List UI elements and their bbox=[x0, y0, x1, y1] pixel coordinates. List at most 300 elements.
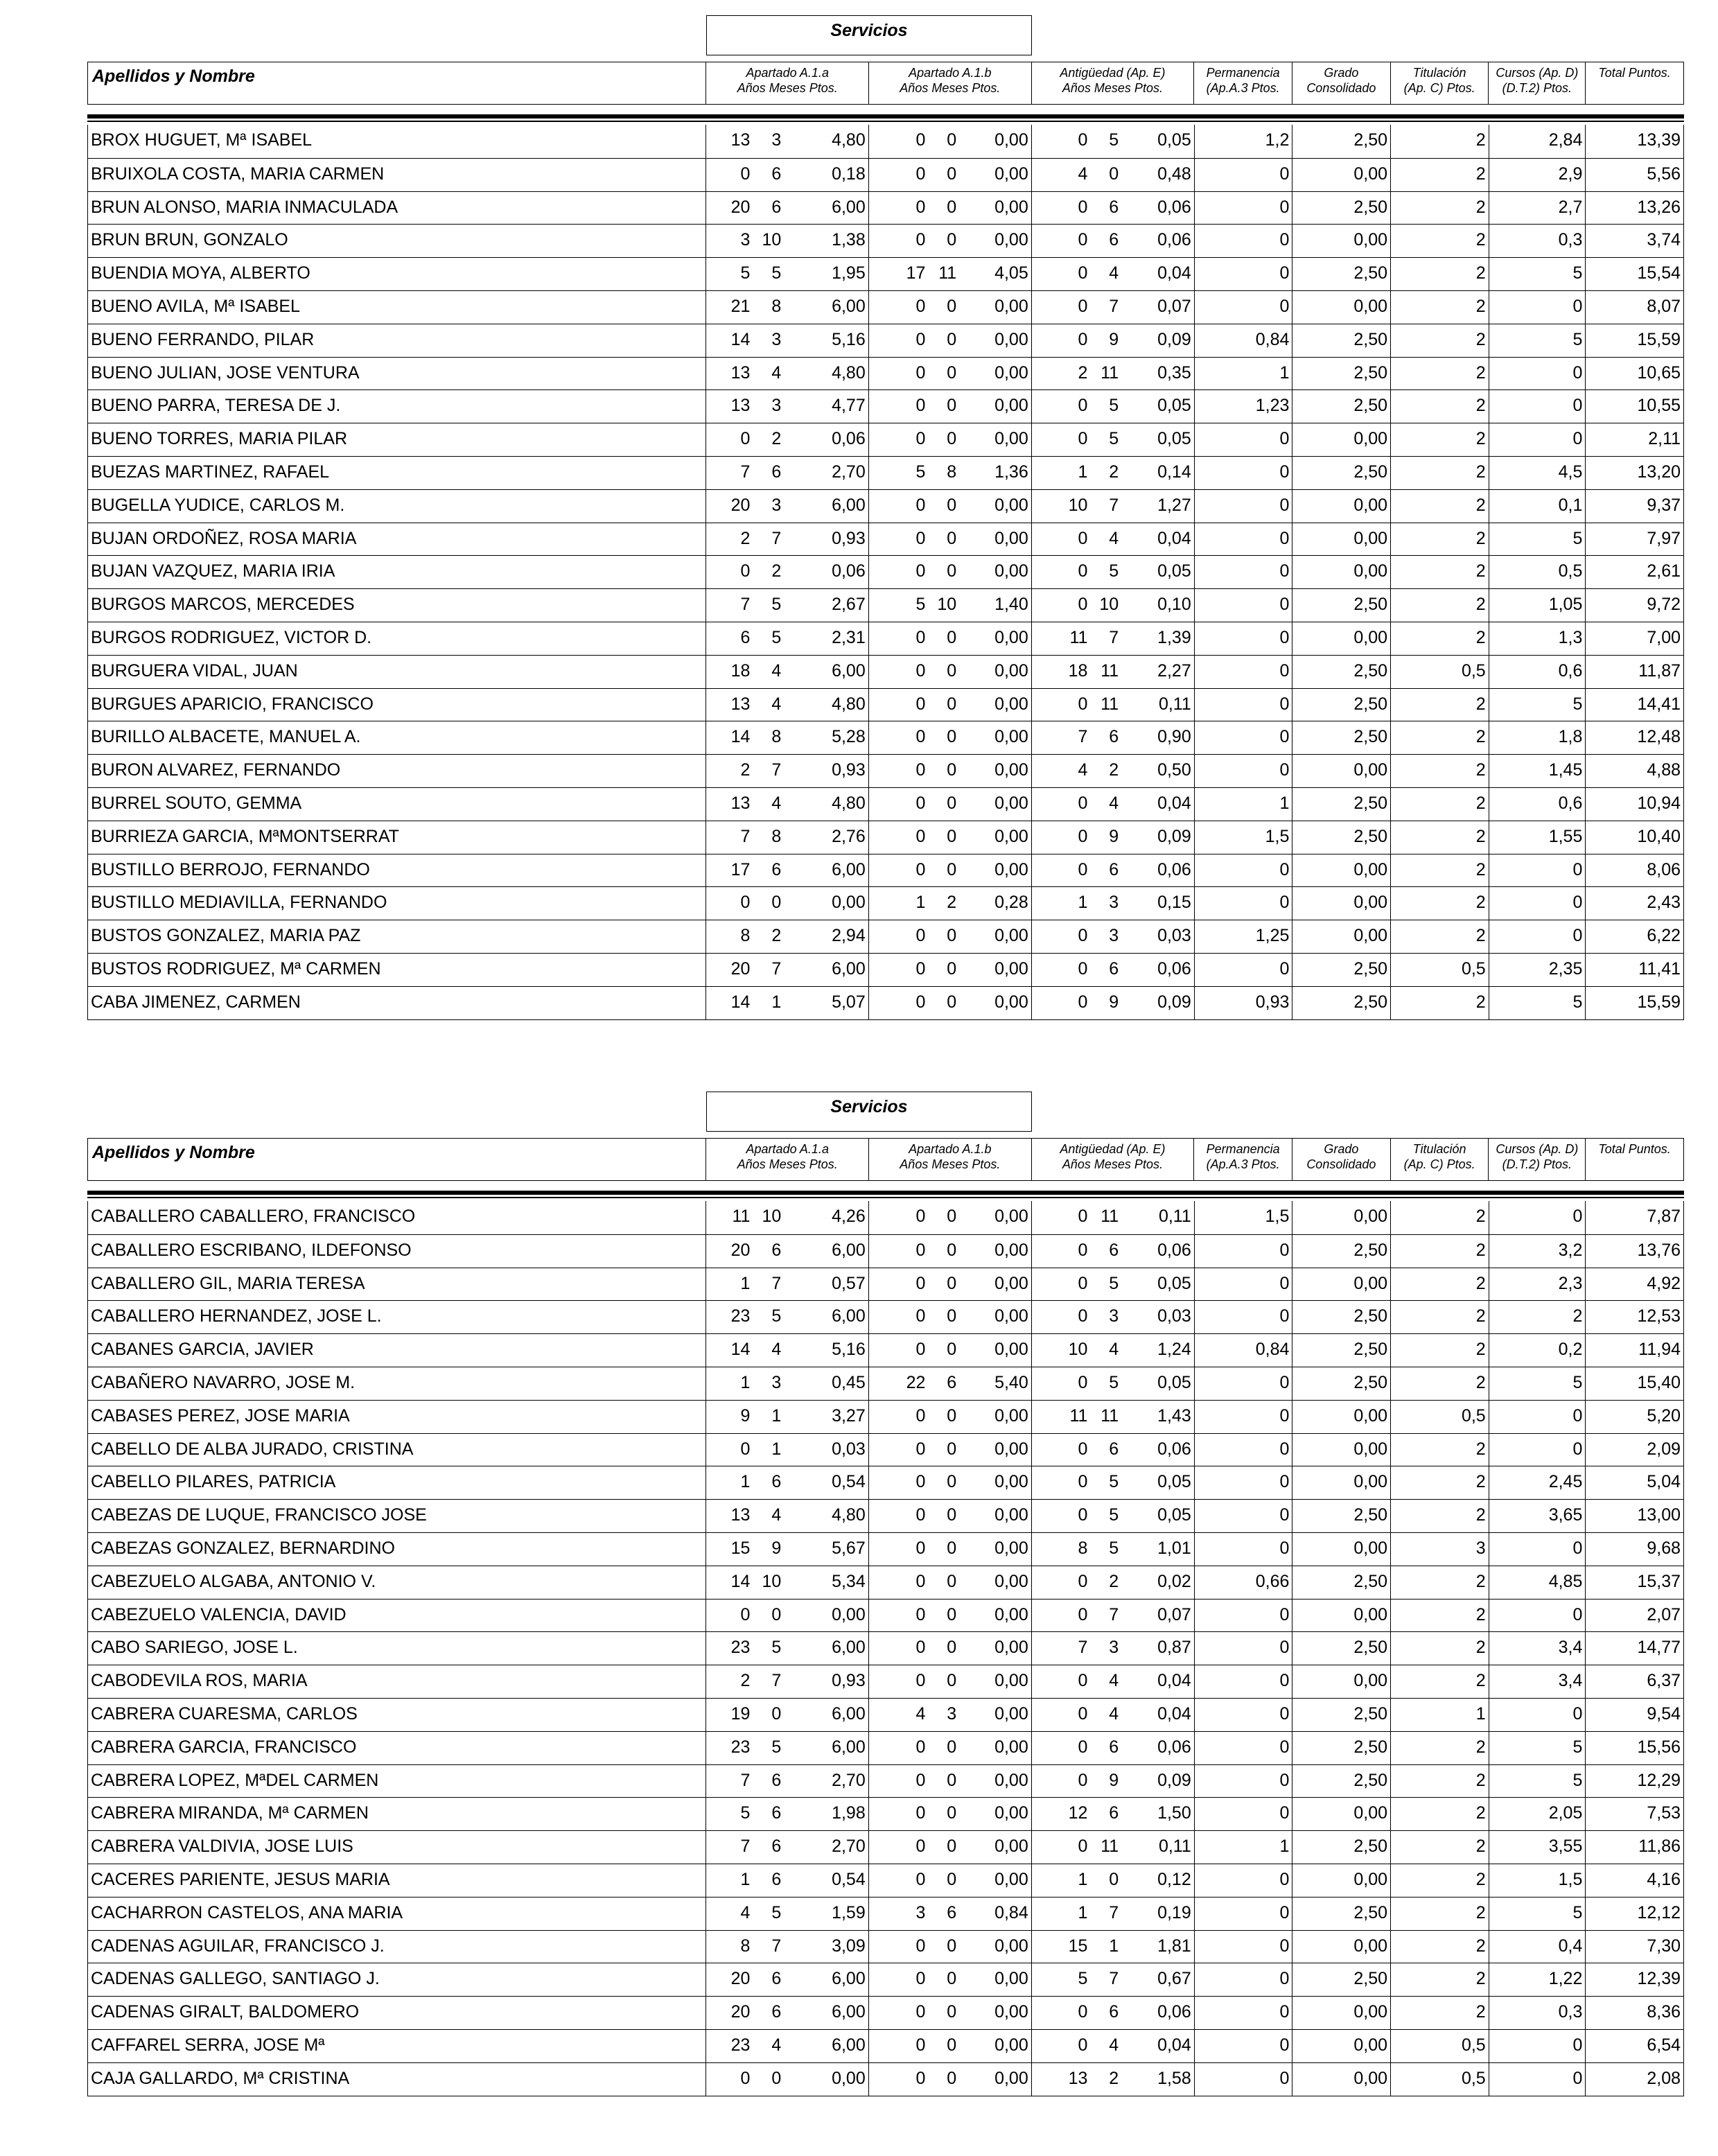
a1a-ptos-cell: 6,00 bbox=[832, 1737, 866, 1757]
total-cell: 5,56 bbox=[1585, 159, 1683, 191]
a1b-anos-cell: 0 bbox=[915, 1671, 926, 1691]
a1a-anos-cell: 0 bbox=[740, 2068, 751, 2088]
a1b-ptos-cell: 0,28 bbox=[994, 893, 1028, 913]
antiguedad-anos-cell: 11 bbox=[1069, 1405, 1088, 1426]
table-row bbox=[88, 1864, 1683, 1897]
table-row bbox=[88, 1797, 1683, 1830]
titulacion-cell: 2 bbox=[1390, 788, 1489, 821]
table-row bbox=[88, 655, 1683, 688]
grado-cell: 2,50 bbox=[1292, 1301, 1390, 1333]
antiguedad-meses-cell: 9 bbox=[1109, 329, 1119, 349]
a1b-anos-cell: 0 bbox=[915, 396, 926, 416]
antiguedad-meses-cell: 6 bbox=[1109, 1240, 1119, 1260]
antiguedad-meses-cell: 11 bbox=[1101, 694, 1119, 714]
a1a-ptos-cell: 6,00 bbox=[832, 1240, 866, 1260]
name-cell: BUGELLA YUDICE, CARLOS M. bbox=[91, 495, 345, 515]
a1a-group bbox=[705, 1632, 868, 1665]
antiguedad-meses-cell: 10 bbox=[1099, 595, 1119, 615]
total-cell: 15,54 bbox=[1585, 258, 1683, 290]
titulacion-cell: 2 bbox=[1390, 920, 1489, 953]
a1b-group bbox=[868, 1566, 1031, 1599]
antiguedad-ptos-cell: 0,06 bbox=[1157, 197, 1191, 217]
a1a-group bbox=[705, 656, 868, 688]
a1a-anos-cell: 0 bbox=[740, 1439, 751, 1459]
titulacion-cell: 2 bbox=[1390, 1898, 1489, 1930]
antiguedad-ptos-cell: 0,50 bbox=[1157, 760, 1191, 780]
grado-cell: 0,00 bbox=[1292, 755, 1390, 787]
a1a-meses-cell: 6 bbox=[771, 462, 782, 482]
titulacion-cell: 0,5 bbox=[1390, 2063, 1489, 2096]
a1a-meses-cell: 5 bbox=[771, 1306, 782, 1326]
a1b-ptos-cell: 0,00 bbox=[994, 495, 1028, 515]
a1a-group bbox=[705, 358, 868, 390]
antiguedad-meses-cell: 2 bbox=[1109, 2068, 1119, 2088]
total-cell: 15,59 bbox=[1585, 324, 1683, 357]
antiguedad-anos-cell: 4 bbox=[1078, 164, 1088, 184]
table-row bbox=[88, 324, 1683, 357]
a1b-anos-cell: 0 bbox=[915, 1770, 926, 1790]
a1a-meses-cell: 0 bbox=[771, 893, 782, 913]
a1a-ptos-cell: 6,00 bbox=[832, 1306, 866, 1326]
antiguedad-anos-cell: 12 bbox=[1068, 1803, 1088, 1823]
name-cell: BURREL SOUTO, GEMMA bbox=[91, 793, 302, 813]
antiguedad-meses-cell: 6 bbox=[1109, 230, 1119, 250]
antiguedad-group bbox=[1031, 1566, 1194, 1599]
a1a-ptos-cell: 0,57 bbox=[832, 1273, 866, 1293]
table-row bbox=[88, 953, 1683, 986]
antiguedad-group bbox=[1031, 125, 1194, 158]
name-cell: CABODEVILA ROS, MARIA bbox=[91, 1671, 308, 1691]
antiguedad-group bbox=[1031, 423, 1194, 456]
antiguedad-meses-cell: 6 bbox=[1109, 1439, 1119, 1459]
cursos-cell: 1,05 bbox=[1489, 589, 1586, 622]
a1b-group bbox=[868, 192, 1031, 225]
a1a-meses-cell: 3 bbox=[771, 396, 782, 416]
header-name: Apellidos y Nombre bbox=[92, 67, 255, 86]
a1a-group bbox=[705, 225, 868, 257]
a1b-anos-cell: 0 bbox=[915, 694, 926, 714]
total-cell: 11,86 bbox=[1585, 1831, 1683, 1864]
name-cell: CABALLERO HERNANDEZ, JOSE L. bbox=[91, 1306, 382, 1326]
a1a-anos-cell: 21 bbox=[730, 296, 751, 316]
a1a-meses-cell: 5 bbox=[771, 1638, 782, 1658]
a1a-meses-cell: 3 bbox=[771, 495, 782, 515]
a1b-anos-cell: 0 bbox=[915, 1273, 926, 1293]
grado-cell: 2,50 bbox=[1292, 821, 1390, 854]
a1a-meses-cell: 6 bbox=[771, 1803, 782, 1823]
grado-cell: 2,50 bbox=[1292, 1500, 1390, 1532]
a1b-ptos-cell: 5,40 bbox=[994, 1372, 1028, 1392]
header-rule bbox=[87, 114, 1684, 119]
a1b-meses-cell: 0 bbox=[947, 1207, 957, 1226]
a1b-meses-cell: 2 bbox=[947, 893, 957, 913]
name-cell: CACHARRON CASTELOS, ANA MARIA bbox=[91, 1902, 403, 1922]
a1b-ptos-cell: 0,00 bbox=[994, 727, 1028, 747]
header-cursos: Cursos (Ap. D) (D.T.2) Ptos. bbox=[1488, 1139, 1585, 1180]
cursos-cell: 0,2 bbox=[1489, 1334, 1586, 1367]
a1b-group bbox=[868, 1665, 1031, 1698]
name-cell: BROX HUGUET, Mª ISABEL bbox=[91, 130, 313, 150]
cursos-cell: 5 bbox=[1489, 1765, 1586, 1798]
grado-cell: 0,00 bbox=[1292, 1533, 1390, 1566]
permanencia-cell: 0 bbox=[1194, 1268, 1292, 1301]
a1a-anos-cell: 23 bbox=[730, 2035, 751, 2055]
antiguedad-anos-cell: 0 bbox=[1078, 595, 1088, 615]
antiguedad-meses-cell: 6 bbox=[1109, 197, 1119, 217]
a1a-group bbox=[705, 1566, 868, 1599]
antiguedad-meses-cell: 11 bbox=[1101, 660, 1119, 681]
a1a-ptos-cell: 6,00 bbox=[832, 1703, 866, 1724]
total-cell: 15,56 bbox=[1585, 1732, 1683, 1764]
a1a-meses-cell: 7 bbox=[771, 1936, 782, 1956]
a1a-anos-cell: 20 bbox=[730, 1240, 751, 1260]
antiguedad-anos-cell: 1 bbox=[1078, 462, 1088, 482]
table-row bbox=[88, 125, 1683, 158]
header-antiguedad: Antigüedad (Ap. E) Años Meses Ptos. bbox=[1031, 1139, 1194, 1180]
cursos-cell: 2,35 bbox=[1489, 954, 1586, 986]
a1b-ptos-cell: 0,00 bbox=[994, 926, 1028, 946]
a1b-meses-cell: 0 bbox=[947, 1737, 957, 1757]
total-cell: 12,12 bbox=[1585, 1898, 1683, 1930]
permanencia-cell: 0 bbox=[1194, 192, 1292, 225]
a1b-meses-cell: 6 bbox=[947, 1372, 957, 1392]
grado-cell: 2,50 bbox=[1292, 788, 1390, 821]
table-row bbox=[88, 1234, 1683, 1268]
name-cell: BRUN BRUN, GONZALO bbox=[91, 230, 288, 250]
table-row bbox=[88, 224, 1683, 257]
total-cell: 15,59 bbox=[1585, 987, 1683, 1019]
a1a-group bbox=[705, 1765, 868, 1798]
header-a1b: Apartado A.1.b Años Meses Ptos. bbox=[868, 1139, 1031, 1180]
a1b-ptos-cell: 0,00 bbox=[994, 826, 1028, 846]
antiguedad-ptos-cell: 0,04 bbox=[1157, 1703, 1191, 1724]
grado-cell: 0,00 bbox=[1292, 1600, 1390, 1632]
antiguedad-anos-cell: 0 bbox=[1078, 1737, 1088, 1757]
a1a-anos-cell: 17 bbox=[730, 859, 751, 879]
antiguedad-ptos-cell: 0,05 bbox=[1157, 1472, 1191, 1492]
antiguedad-group bbox=[1031, 225, 1194, 257]
antiguedad-anos-cell: 0 bbox=[1078, 1240, 1088, 1260]
name-cell: CABANES GARCIA, JAVIER bbox=[91, 1340, 314, 1360]
antiguedad-meses-cell: 3 bbox=[1109, 926, 1119, 946]
a1b-meses-cell: 0 bbox=[947, 2035, 957, 2055]
antiguedad-meses-cell: 2 bbox=[1109, 462, 1119, 482]
table-row bbox=[88, 1665, 1683, 1698]
permanencia-cell: 0 bbox=[1194, 1732, 1292, 1764]
table-row bbox=[88, 688, 1683, 721]
a1b-anos-cell: 0 bbox=[915, 1604, 926, 1624]
antiguedad-anos-cell: 0 bbox=[1078, 130, 1088, 150]
titulacion-cell: 2 bbox=[1390, 1732, 1489, 1764]
a1b-group bbox=[868, 1434, 1031, 1466]
permanencia-cell: 0 bbox=[1194, 1765, 1292, 1798]
a1b-ptos-cell: 0,00 bbox=[994, 1869, 1028, 1889]
a1b-anos-cell: 0 bbox=[915, 561, 926, 581]
antiguedad-anos-cell: 0 bbox=[1078, 296, 1088, 316]
a1b-ptos-cell: 0,00 bbox=[994, 1472, 1028, 1492]
a1a-anos-cell: 20 bbox=[730, 958, 751, 979]
total-cell: 11,41 bbox=[1585, 954, 1683, 986]
antiguedad-meses-cell: 11 bbox=[1101, 1837, 1119, 1857]
a1a-ptos-cell: 0,45 bbox=[832, 1372, 866, 1392]
titulacion-cell: 2 bbox=[1390, 1600, 1489, 1632]
a1a-group bbox=[705, 291, 868, 324]
cursos-cell: 2,84 bbox=[1489, 125, 1586, 158]
header-cursos: Cursos (Ap. D) (D.T.2) Ptos. bbox=[1488, 62, 1585, 104]
grado-cell: 0,00 bbox=[1292, 622, 1390, 655]
a1b-anos-cell: 0 bbox=[915, 859, 926, 879]
permanencia-cell: 0 bbox=[1194, 1434, 1292, 1466]
antiguedad-meses-cell: 5 bbox=[1109, 130, 1119, 150]
total-cell: 13,76 bbox=[1585, 1235, 1683, 1268]
antiguedad-group bbox=[1031, 1367, 1194, 1400]
antiguedad-ptos-cell: 0,05 bbox=[1157, 561, 1191, 581]
permanencia-cell: 0,84 bbox=[1194, 324, 1292, 357]
name-cell: CABRERA MIRANDA, Mª CARMEN bbox=[91, 1803, 369, 1823]
a1a-anos-cell: 0 bbox=[740, 561, 751, 581]
table-row bbox=[88, 191, 1683, 225]
a1b-meses-cell: 0 bbox=[947, 1638, 957, 1658]
a1b-ptos-cell: 0,00 bbox=[994, 1405, 1028, 1426]
a1a-anos-cell: 7 bbox=[740, 826, 751, 846]
a1b-ptos-cell: 0,00 bbox=[994, 694, 1028, 714]
a1a-anos-cell: 5 bbox=[740, 1803, 751, 1823]
a1a-meses-cell: 4 bbox=[771, 2035, 782, 2055]
a1b-ptos-cell: 0,00 bbox=[994, 2068, 1028, 2088]
a1b-anos-cell: 17 bbox=[906, 263, 926, 283]
antiguedad-ptos-cell: 0,06 bbox=[1157, 2002, 1191, 2022]
a1a-ptos-cell: 4,80 bbox=[832, 130, 866, 150]
a1a-meses-cell: 0 bbox=[771, 1703, 782, 1724]
a1b-group bbox=[868, 1466, 1031, 1499]
antiguedad-meses-cell: 3 bbox=[1109, 1306, 1119, 1326]
a1a-ptos-cell: 0,93 bbox=[832, 1671, 866, 1691]
a1a-ptos-cell: 0,54 bbox=[832, 1869, 866, 1889]
total-cell: 9,37 bbox=[1585, 490, 1683, 523]
a1a-anos-cell: 3 bbox=[740, 230, 751, 250]
a1b-ptos-cell: 0,00 bbox=[994, 1770, 1028, 1790]
name-cell: BUENO TORRES, MARIA PILAR bbox=[91, 429, 348, 449]
titulacion-cell: 2 bbox=[1390, 1632, 1489, 1665]
a1b-group bbox=[868, 622, 1031, 655]
antiguedad-ptos-cell: 0,11 bbox=[1158, 1837, 1191, 1857]
a1b-group bbox=[868, 2030, 1031, 2062]
antiguedad-anos-cell: 0 bbox=[1078, 429, 1088, 449]
antiguedad-group bbox=[1031, 1765, 1194, 1798]
cursos-cell: 3,4 bbox=[1489, 1632, 1586, 1665]
titulacion-cell: 2 bbox=[1390, 1798, 1489, 1830]
a1a-ptos-cell: 6,00 bbox=[832, 859, 866, 879]
name-cell: CABA JIMENEZ, CARMEN bbox=[91, 992, 301, 1012]
antiguedad-ptos-cell: 0,06 bbox=[1157, 958, 1191, 979]
a1b-group bbox=[868, 358, 1031, 390]
a1a-ptos-cell: 6,00 bbox=[832, 296, 866, 316]
grado-cell: 2,50 bbox=[1292, 1699, 1390, 1731]
a1b-meses-cell: 10 bbox=[937, 595, 957, 615]
table-row bbox=[88, 1631, 1683, 1665]
a1a-ptos-cell: 6,00 bbox=[832, 197, 866, 217]
grado-cell: 0,00 bbox=[1292, 1997, 1390, 2029]
name-cell: CAFFAREL SERRA, JOSE Mª bbox=[91, 2035, 325, 2055]
grado-cell: 2,50 bbox=[1292, 1334, 1390, 1367]
a1a-group bbox=[705, 589, 868, 622]
antiguedad-anos-cell: 0 bbox=[1078, 694, 1088, 714]
antiguedad-group bbox=[1031, 1235, 1194, 1268]
grado-cell: 2,50 bbox=[1292, 656, 1390, 688]
a1b-group bbox=[868, 1864, 1031, 1897]
a1b-group bbox=[868, 457, 1031, 489]
a1a-anos-cell: 6 bbox=[740, 627, 751, 647]
grado-cell: 0,00 bbox=[1292, 1864, 1390, 1897]
a1a-group bbox=[705, 788, 868, 821]
total-cell: 6,22 bbox=[1585, 920, 1683, 953]
a1a-group bbox=[705, 1997, 868, 2029]
name-cell: CABO SARIEGO, JOSE L. bbox=[91, 1638, 298, 1658]
a1b-anos-cell: 0 bbox=[915, 296, 926, 316]
antiguedad-meses-cell: 5 bbox=[1109, 1273, 1119, 1293]
cursos-cell: 3,55 bbox=[1489, 1831, 1586, 1864]
a1b-meses-cell: 6 bbox=[947, 1902, 957, 1922]
titulacion-cell: 2 bbox=[1390, 1334, 1489, 1367]
permanencia-cell: 0 bbox=[1194, 1367, 1292, 1400]
grado-cell: 2,50 bbox=[1292, 1235, 1390, 1268]
total-cell: 5,20 bbox=[1585, 1401, 1683, 1433]
grado-cell: 0,00 bbox=[1292, 2063, 1390, 2096]
antiguedad-anos-cell: 0 bbox=[1078, 1439, 1088, 1459]
grado-cell: 0,00 bbox=[1292, 887, 1390, 920]
grado-cell: 2,50 bbox=[1292, 192, 1390, 225]
name-cell: CABRERA CUARESMA, CARLOS bbox=[91, 1703, 358, 1724]
a1a-anos-cell: 2 bbox=[740, 760, 751, 780]
antiguedad-anos-cell: 15 bbox=[1068, 1936, 1088, 1956]
antiguedad-meses-cell: 5 bbox=[1109, 1505, 1119, 1525]
name-cell: CADENAS GALLEGO, SANTIAGO J. bbox=[91, 1969, 380, 1989]
a1a-ptos-cell: 2,70 bbox=[832, 1837, 866, 1857]
cursos-cell: 0 bbox=[1489, 1201, 1586, 1234]
titulacion-cell: 2 bbox=[1390, 1235, 1489, 1268]
table-row bbox=[88, 1499, 1683, 1532]
cursos-cell: 0,6 bbox=[1489, 656, 1586, 688]
total-cell: 2,61 bbox=[1585, 556, 1683, 588]
antiguedad-group bbox=[1031, 1268, 1194, 1301]
name-cell: CABELLO PILARES, PATRICIA bbox=[91, 1472, 336, 1492]
grado-cell: 2,50 bbox=[1292, 954, 1390, 986]
a1a-meses-cell: 6 bbox=[771, 1240, 782, 1260]
antiguedad-group bbox=[1031, 457, 1194, 489]
cursos-cell: 0 bbox=[1489, 854, 1586, 887]
cursos-cell: 1,5 bbox=[1489, 1864, 1586, 1897]
antiguedad-meses-cell: 9 bbox=[1109, 992, 1119, 1012]
cursos-cell: 1,8 bbox=[1489, 721, 1586, 754]
a1b-group bbox=[868, 656, 1031, 688]
permanencia-cell: 0 bbox=[1194, 556, 1292, 588]
header-titulacion: Titulación (Ap. C) Ptos. bbox=[1390, 62, 1489, 104]
table-row bbox=[88, 2029, 1683, 2062]
a1b-meses-cell: 11 bbox=[938, 263, 957, 283]
permanencia-cell: 0 bbox=[1194, 423, 1292, 456]
a1a-meses-cell: 0 bbox=[771, 1604, 782, 1624]
antiguedad-ptos-cell: 0,03 bbox=[1157, 926, 1191, 946]
a1a-group bbox=[705, 457, 868, 489]
a1b-anos-cell: 0 bbox=[915, 329, 926, 349]
a1b-group bbox=[868, 258, 1031, 290]
total-cell: 11,87 bbox=[1585, 656, 1683, 688]
a1a-group bbox=[705, 390, 868, 423]
antiguedad-anos-cell: 0 bbox=[1078, 1571, 1088, 1591]
a1b-ptos-cell: 0,00 bbox=[994, 1207, 1028, 1226]
a1a-ptos-cell: 5,07 bbox=[832, 992, 866, 1012]
a1a-meses-cell: 8 bbox=[771, 296, 782, 316]
antiguedad-anos-cell: 0 bbox=[1078, 1207, 1088, 1226]
antiguedad-meses-cell: 5 bbox=[1109, 1538, 1119, 1558]
antiguedad-ptos-cell: 0,87 bbox=[1157, 1638, 1191, 1658]
a1a-anos-cell: 0 bbox=[740, 429, 751, 449]
a1a-ptos-cell: 0,00 bbox=[832, 2068, 866, 2088]
antiguedad-group bbox=[1031, 1600, 1194, 1632]
a1b-meses-cell: 0 bbox=[947, 2068, 957, 2088]
a1b-anos-cell: 0 bbox=[915, 164, 926, 184]
antiguedad-anos-cell: 1 bbox=[1078, 893, 1088, 913]
titulacion-cell: 2 bbox=[1390, 1367, 1489, 1400]
name-cell: CABEZUELO ALGABA, ANTONIO V. bbox=[91, 1571, 376, 1591]
antiguedad-anos-cell: 2 bbox=[1078, 362, 1088, 383]
antiguedad-group bbox=[1031, 1301, 1194, 1333]
table-row bbox=[88, 1566, 1683, 1599]
antiguedad-group bbox=[1031, 1963, 1194, 1996]
antiguedad-group bbox=[1031, 1334, 1194, 1367]
a1a-anos-cell: 7 bbox=[740, 1770, 751, 1790]
servicios-header: Servicios bbox=[706, 1092, 1032, 1132]
permanencia-cell: 0 bbox=[1194, 1963, 1292, 1996]
name-cell: CABALLERO CABALLERO, FRANCISCO bbox=[91, 1207, 416, 1226]
antiguedad-anos-cell: 5 bbox=[1078, 1969, 1088, 1989]
antiguedad-ptos-cell: 2,27 bbox=[1157, 660, 1191, 681]
cursos-cell: 0 bbox=[1489, 1533, 1586, 1566]
a1b-anos-cell: 0 bbox=[915, 2035, 926, 2055]
grado-cell: 0,00 bbox=[1292, 1931, 1390, 1963]
header-antiguedad: Antigüedad (Ap. E) Años Meses Ptos. bbox=[1031, 62, 1194, 104]
antiguedad-ptos-cell: 0,67 bbox=[1157, 1969, 1191, 1989]
a1b-meses-cell: 0 bbox=[947, 694, 957, 714]
antiguedad-meses-cell: 5 bbox=[1109, 1372, 1119, 1392]
antiguedad-anos-cell: 0 bbox=[1078, 1273, 1088, 1293]
titulacion-cell: 2 bbox=[1390, 721, 1489, 754]
name-cell: CADENAS GIRALT, BALDOMERO bbox=[91, 2002, 360, 2022]
antiguedad-anos-cell: 0 bbox=[1078, 958, 1088, 979]
a1a-meses-cell: 1 bbox=[771, 992, 782, 1012]
grado-cell: 0,00 bbox=[1292, 523, 1390, 556]
a1a-group bbox=[705, 987, 868, 1019]
permanencia-cell: 0 bbox=[1194, 854, 1292, 887]
antiguedad-group bbox=[1031, 358, 1194, 390]
cursos-cell: 0,6 bbox=[1489, 788, 1586, 821]
antiguedad-anos-cell: 0 bbox=[1078, 1306, 1088, 1326]
a1a-anos-cell: 13 bbox=[730, 396, 751, 416]
cursos-cell: 0 bbox=[1489, 1699, 1586, 1731]
antiguedad-ptos-cell: 0,06 bbox=[1157, 1439, 1191, 1459]
a1b-group bbox=[868, 324, 1031, 357]
antiguedad-meses-cell: 11 bbox=[1101, 1405, 1119, 1426]
grado-cell: 0,00 bbox=[1292, 1798, 1390, 1830]
a1b-ptos-cell: 0,00 bbox=[994, 1240, 1028, 1260]
antiguedad-ptos-cell: 0,06 bbox=[1157, 1240, 1191, 1260]
name-cell: BURGOS RODRIGUEZ, VICTOR D. bbox=[91, 627, 372, 647]
name-cell: CABALLERO ESCRIBANO, ILDEFONSO bbox=[91, 1240, 412, 1260]
antiguedad-meses-cell: 2 bbox=[1109, 1571, 1119, 1591]
a1b-anos-cell: 0 bbox=[915, 826, 926, 846]
name-cell: BUSTOS GONZALEZ, MARIA PAZ bbox=[91, 926, 361, 946]
antiguedad-anos-cell: 10 bbox=[1068, 1340, 1088, 1360]
